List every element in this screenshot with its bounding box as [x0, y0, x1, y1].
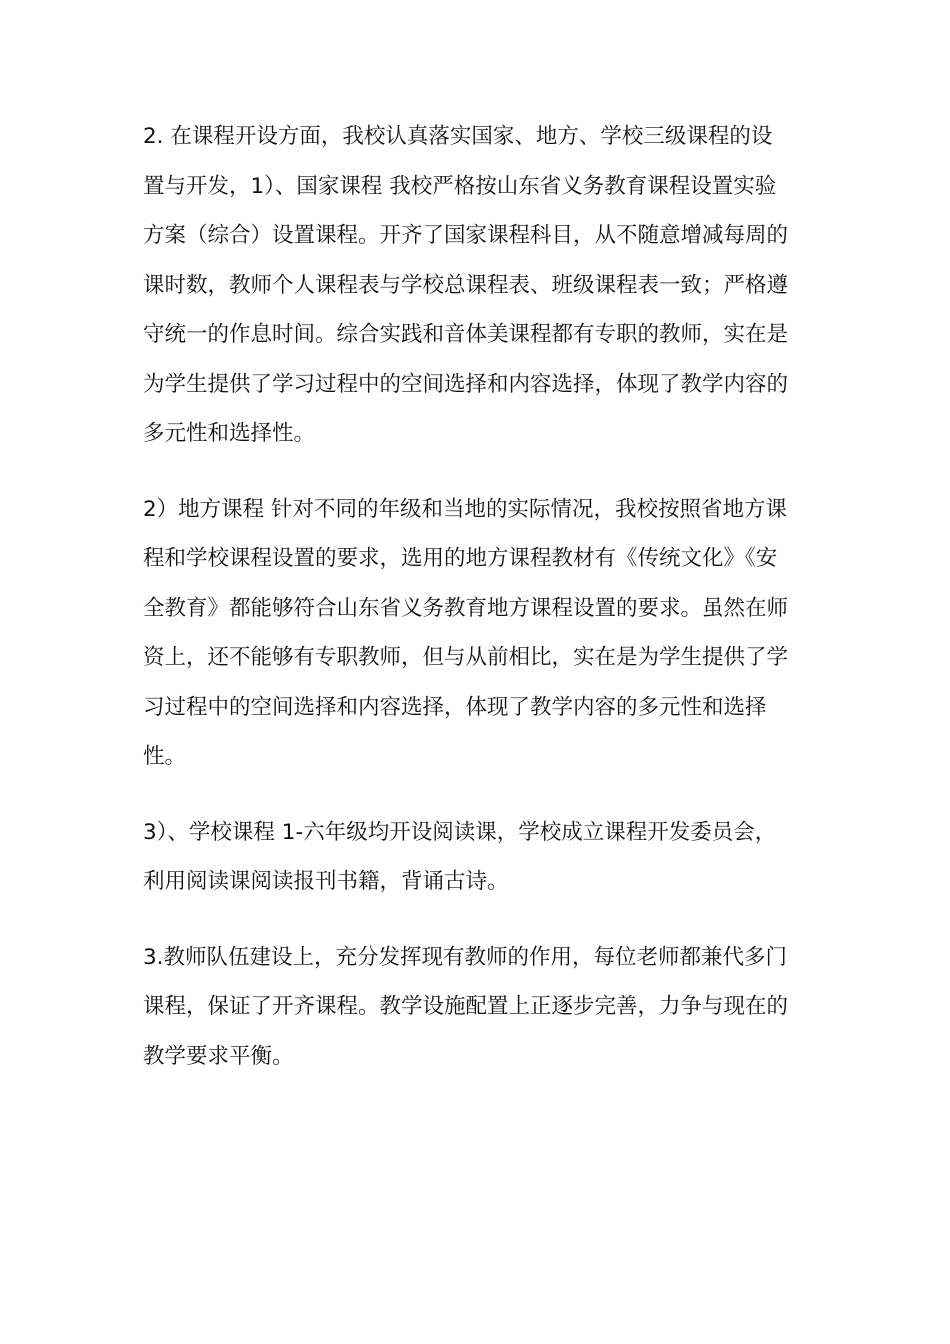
text-line: 为学生提供了学习过程中的空间选择和内容选择，体现了教学内容的: [143, 371, 789, 397]
text-line: 利用阅读课阅读报刊书籍，背诵古诗。: [143, 869, 509, 894]
text-line: 3.教师队伍建设上，充分发挥现有教师的作用，每位老师都兼代多门: [143, 944, 788, 970]
paragraph-curriculum-setup: [143, 112, 813, 459]
paragraph-teacher-team: [143, 933, 813, 1082]
text-line: 课时数，教师个人课程表与学校总课程表、班级课程表一致；严格遵: [143, 272, 789, 298]
text-line: 资上，还不能够有专职教师，但与从前相比，实在是为学生提供了学: [143, 645, 789, 670]
text-line: 方案（综合）设置课程。开齐了国家课程科目，从不随意增减每周的: [143, 223, 789, 248]
text-line: 2）地方课程 针对不同的年级和当地的实际情况，我校按照省地方课: [143, 496, 788, 522]
text-line: 习过程中的空间选择和内容选择，体现了教学内容的多元性和选择: [143, 694, 767, 720]
text-line: 2. 在课程开设方面，我校认真落实国家、地方、学校三级课程的设: [143, 124, 773, 149]
text-line: 多元性和选择性。: [143, 421, 316, 446]
paragraph-local-curriculum: [143, 485, 813, 782]
text-line: 教学要求平衡。: [143, 1043, 294, 1069]
text-line: 性。: [143, 744, 187, 769]
text-line: 课程，保证了开齐课程。教学设施配置上正逐步完善，力争与现在的: [143, 994, 789, 1019]
text-line: 全教育》都能够符合山东省义务教育地方课程设置的要求。虽然在师: [143, 595, 789, 621]
document-body: [143, 112, 813, 1107]
text-line: 置与开发，1）、国家课程 我校严格按山东省义务教育课程设置实验: [143, 173, 777, 199]
text-line: 守统一的作息时间。综合实践和音体美课程都有专职的教师，实在是: [143, 322, 789, 347]
paragraph-school-curriculum: [143, 808, 813, 907]
text-line: 程和学校课程设置的要求，选用的地方课程教材有《传统文化》《安: [143, 546, 778, 571]
text-line: 3）、学校课程 1-六年级均开设阅读课，学校成立课程开发委员会，: [143, 819, 777, 845]
